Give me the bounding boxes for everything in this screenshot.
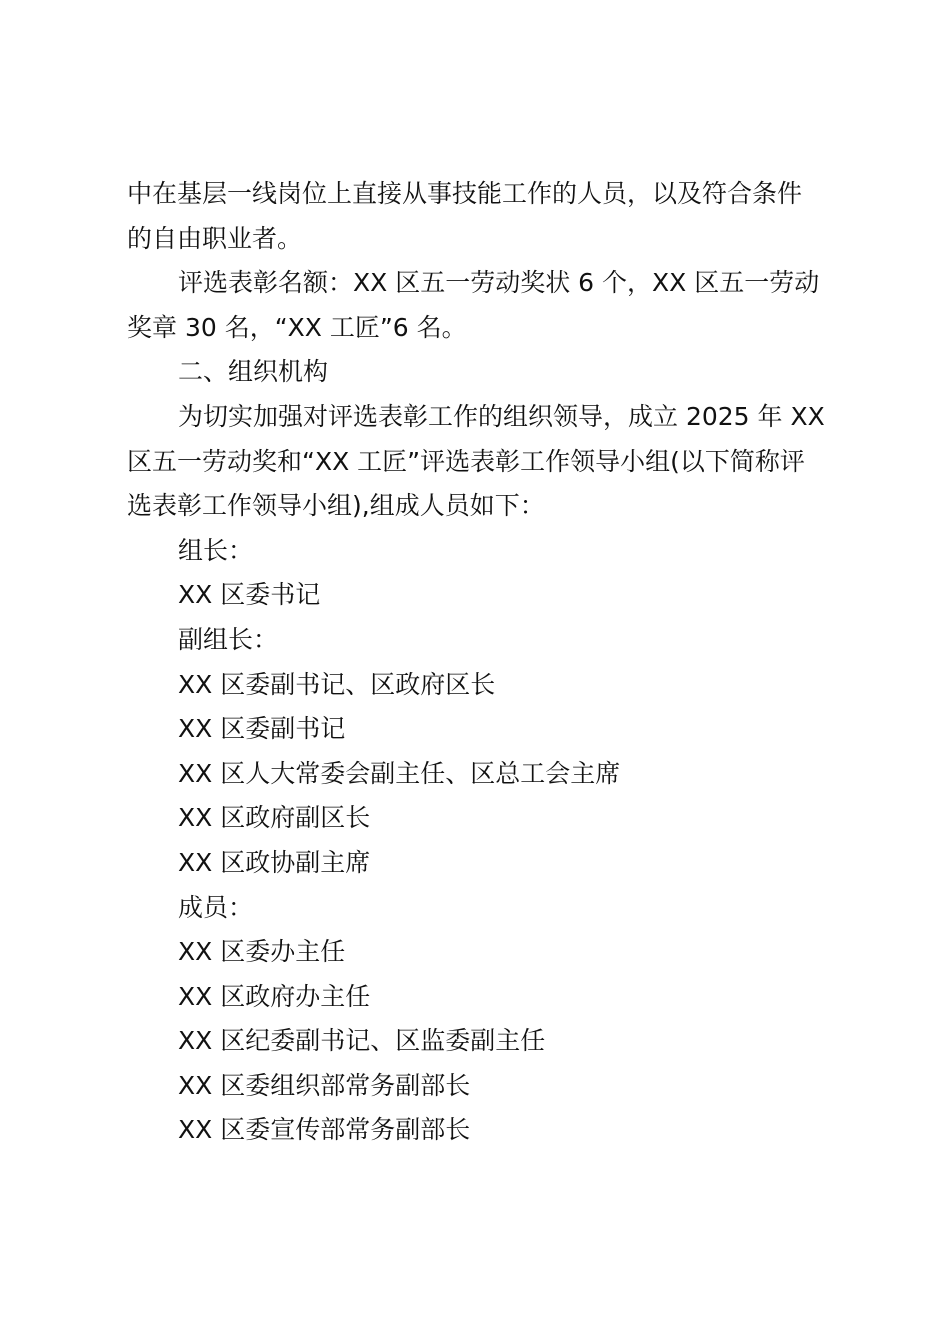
paragraph-line: 奖章 30 名，“XX 工匠”6 名。 <box>127 312 467 342</box>
paragraph-line: 为切实加强对评选表彰工作的组织领导，成立 2025 年 XX <box>178 401 825 431</box>
deputy-entry: XX 区人大常委会副主任、区总工会主席 <box>178 758 621 788</box>
leader-entry: XX 区委书记 <box>178 580 321 610</box>
member-entry: XX 区委办主任 <box>178 937 346 967</box>
deputy-entry: XX 区政协副主席 <box>178 847 371 877</box>
leader-label: 组长： <box>178 535 254 565</box>
paragraph-line: 选表彰工作领导小组),组成人员如下： <box>127 491 545 521</box>
member-entry: XX 区纪委副书记、区监委副主任 <box>178 1026 546 1056</box>
paragraph-line: 区五一劳动奖和“XX 工匠”评选表彰工作领导小组(以下简称评 <box>127 446 805 476</box>
deputy-entry: XX 区委副书记 <box>178 714 346 744</box>
member-entry: XX 区政府办主任 <box>178 981 371 1011</box>
paragraph-line: 中在基层一线岗位上直接从事技能工作的人员，以及符合条件 <box>127 179 803 208</box>
deputy-entry: XX 区委副书记、区政府区长 <box>178 669 496 699</box>
deputy-label: 副组长： <box>178 624 279 654</box>
section-heading: 二、组织机构 <box>178 357 329 387</box>
member-entry: XX 区委组织部常务副部长 <box>178 1070 471 1100</box>
deputy-entry: XX 区政府副区长 <box>178 803 371 833</box>
paragraph-line: 的自由职业者。 <box>127 223 303 253</box>
document-body <box>127 172 833 1153</box>
paragraph-line: 评选表彰名额：XX 区五一劳动奖状 6 个，XX 区五一劳动 <box>178 268 820 298</box>
member-entry: XX 区委宣传部常务副部长 <box>178 1115 471 1145</box>
members-label: 成员： <box>178 892 254 922</box>
